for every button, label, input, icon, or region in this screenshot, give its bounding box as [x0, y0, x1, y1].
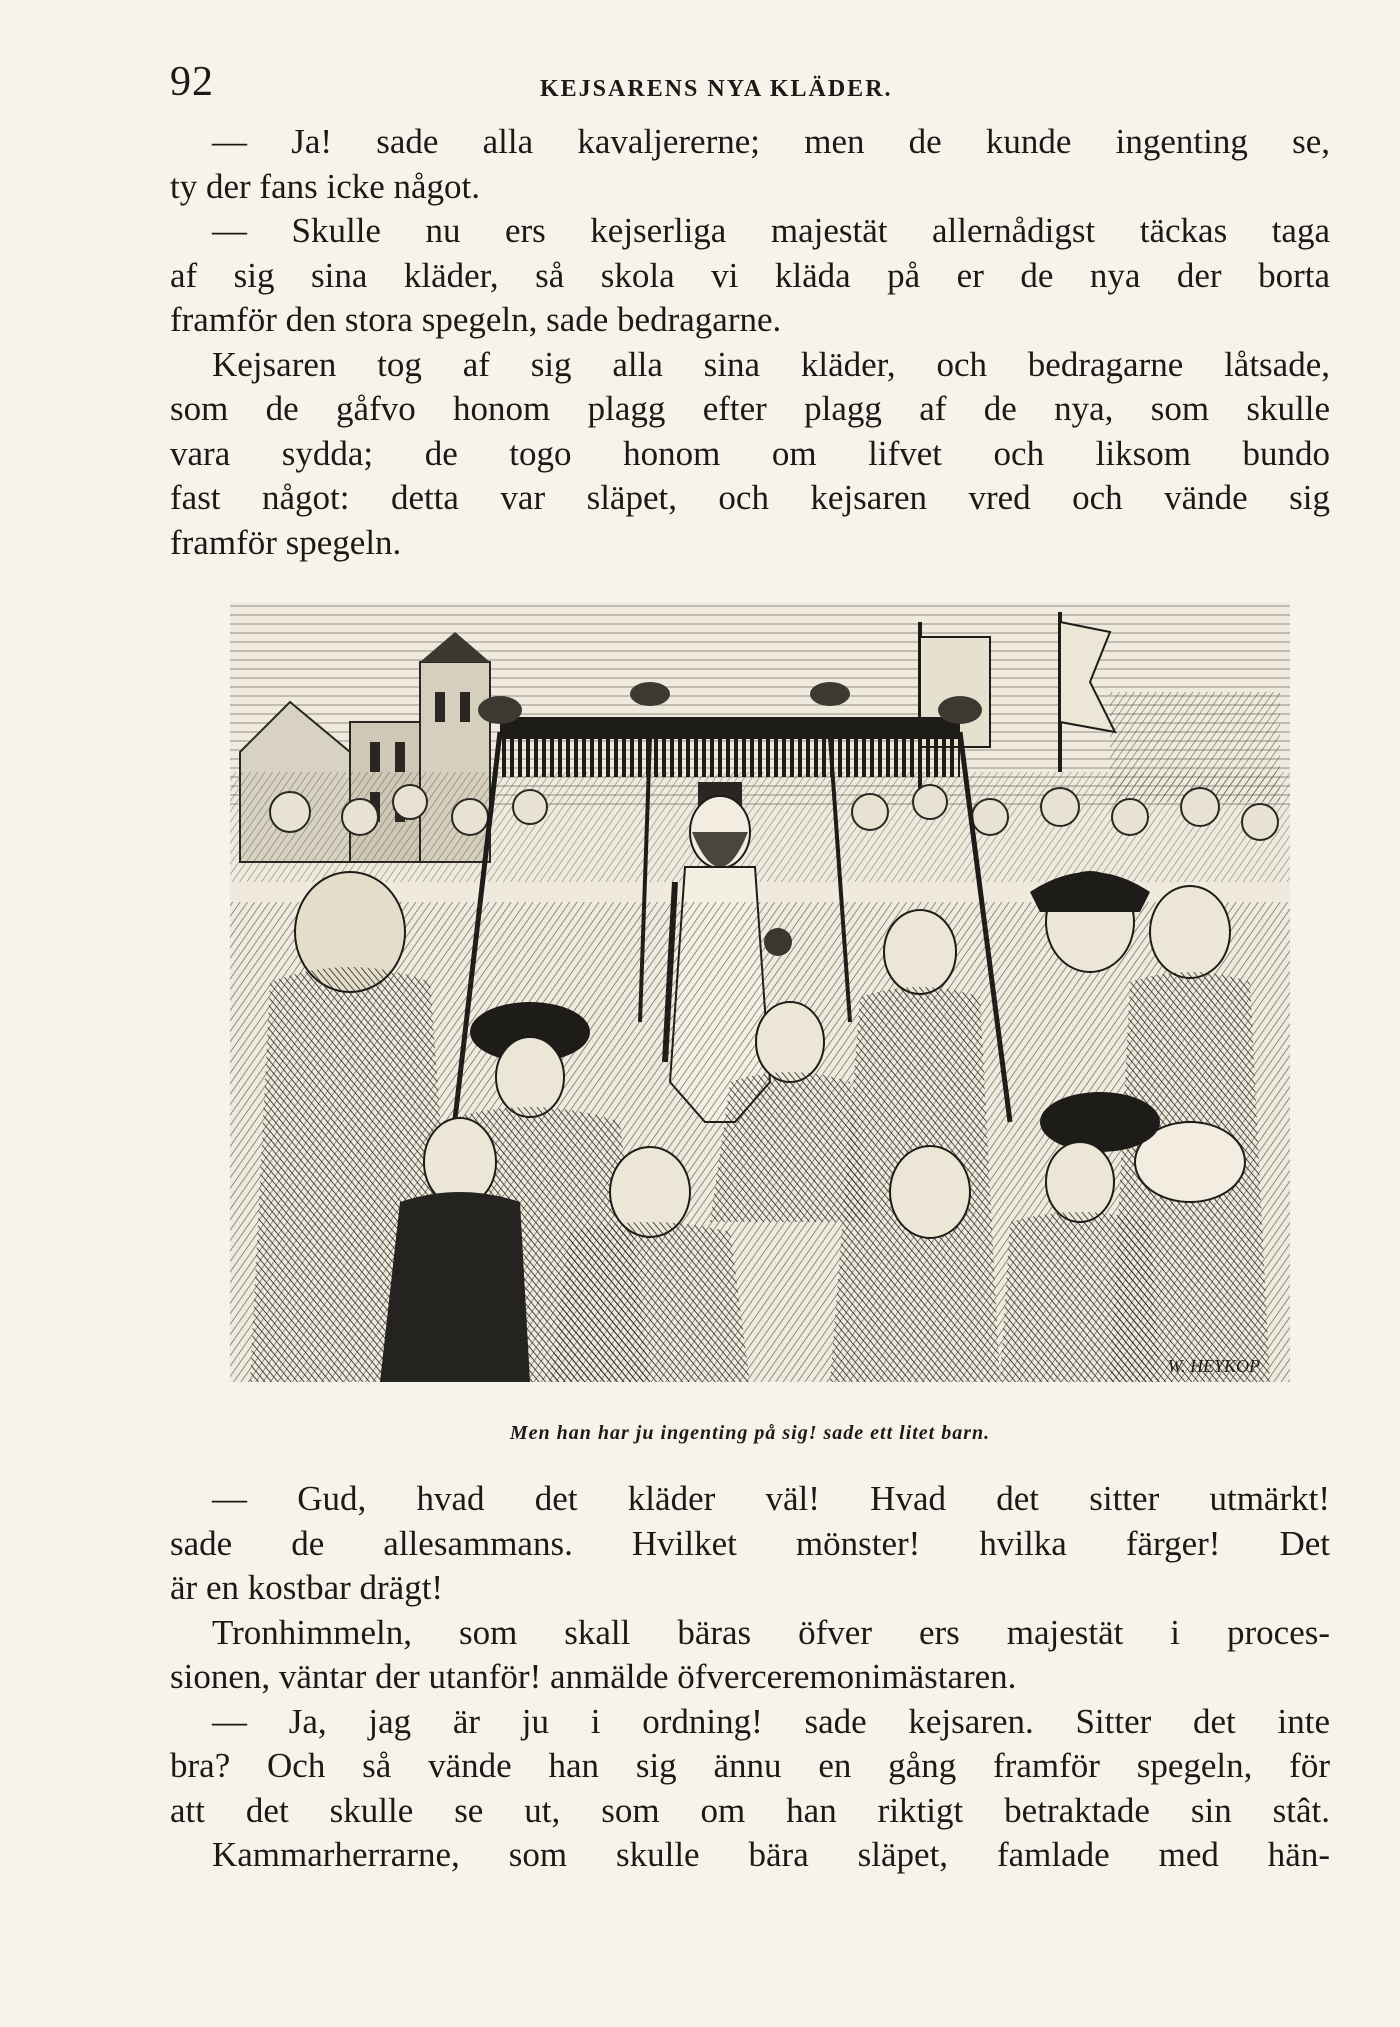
- page-header: [170, 58, 1330, 108]
- text-block-top: [170, 120, 1330, 565]
- text-line: är en kostbar drägt!: [170, 1568, 444, 1607]
- text-line: vara sydda; de togo honom om lifvet och liksom bundo: [170, 433, 1330, 473]
- text-line: Tronhimmeln, som skall bäras öfver ers majestät i proces-: [212, 1612, 1330, 1652]
- text-line: af sig sina kläder, så skola vi kläda på er de nya der borta: [170, 255, 1330, 295]
- text-line: bra? Och så vände han sig ännu en gång framför spegeln, för: [170, 1746, 1330, 1785]
- artist-signature: W. HEYKOP: [1167, 1356, 1260, 1376]
- text-line: — Gud, hvad det kläder väl! Hvad det sitter utmärkt!: [212, 1479, 1330, 1518]
- text-line: framför den stora spegeln, sade bedragarne.: [170, 300, 782, 339]
- text-line: som de gåfvo honom plagg efter plagg af de nya, som skulle: [170, 389, 1330, 428]
- text-line: Kejsaren tog af sig alla sina kläder, och bedragarne låtsade,: [212, 344, 1330, 384]
- text-line: Kammarherrarne, som skulle bära släpet, famlade med hän-: [212, 1835, 1330, 1874]
- text-line: framför spegeln.: [170, 522, 402, 562]
- engraving-image: [230, 602, 1290, 1382]
- procession-engraving: [230, 602, 1290, 1382]
- running-title: KEJSARENS NYA KLÄDER.: [540, 76, 893, 102]
- illustration-caption: Men han har ju ingenting på sig! sade ett litet barn.: [509, 1422, 991, 1444]
- text-block-bottom: [170, 1477, 1330, 1878]
- text-line: — Ja! sade alla kavaljererne; men de kunde ingenting se,: [212, 122, 1330, 161]
- text-line: fast något: detta var släpet, och kejsaren vred och vände sig: [170, 478, 1330, 517]
- page-number: 92: [170, 59, 214, 105]
- text-line: ty der fans icke något.: [170, 166, 481, 206]
- text-line: att det skulle se ut, som om han riktigt betraktade sin stât.: [170, 1790, 1330, 1830]
- text-line: sade de allesammans. Hvilket mönster! hvilka färger! Det: [170, 1523, 1330, 1563]
- text-line: sionen, väntar der utanför! anmälde öfverceremonimästaren.: [170, 1657, 1017, 1696]
- text-line: — Ja, jag är ju i ordning! sade kejsaren. Sitter det inte: [212, 1701, 1330, 1741]
- text-line: — Skulle nu ers kejserliga majestät allernådigst täckas taga: [212, 211, 1330, 250]
